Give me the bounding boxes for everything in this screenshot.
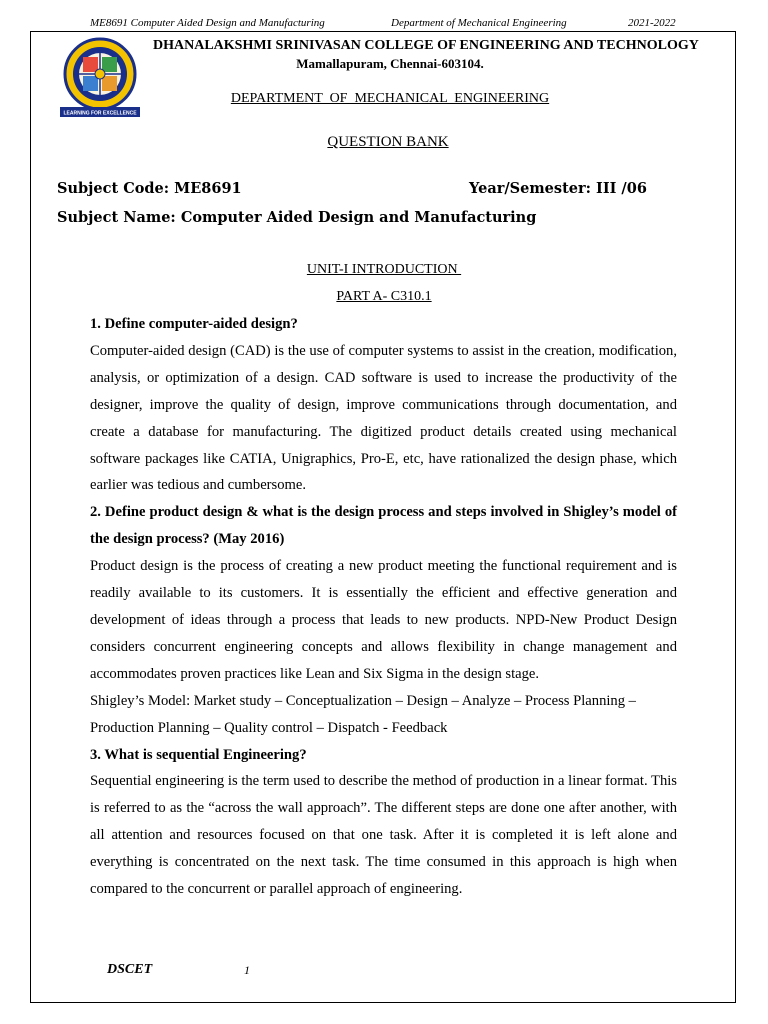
year-semester: Year/Semester: III /06 bbox=[469, 180, 647, 197]
answer-paragraph: Sequential engineering is the term used to describe the method of production in a linear format. This is referred to as the “across the wall approach”. The different steps are done one after another, with all attention and resources focused on that one task. After it is completed it is left alone and everything is concentrated on the next task. The time consumed in this approach is high when compared to the concurrent or parallel approach of engineering. bbox=[90, 773, 677, 898]
question: 1. Define computer-aided design? bbox=[90, 316, 298, 332]
header-academic-year: 2021-2022 bbox=[628, 17, 676, 29]
answer-paragraph: Product design is the process of creating a new product meeting the functional requirement and is readily available to its customers. It is essentially the efficient and effective generation and development of ideas through a process that leads to new products. NPD-New Product Design considers concurrent engineering concepts and allows flexibility in change management and accommodates proven practices like Lean and Six Sigma in the design stage. bbox=[90, 558, 677, 682]
question: 2. Define product design & what is the design process and steps involved in Shigley’s model of the design process? (May 2016) bbox=[90, 504, 677, 548]
part-title-text: PART A- C310.1 bbox=[336, 289, 432, 304]
subject-name: Subject Name: Computer Aided Design and Manufacturing bbox=[57, 209, 537, 226]
answer-paragraph: Computer-aided design (CAD) is the use of computer systems to assist in the creation, modification, analysis, or optimization of a design. CAD software is used to increase the productivity of the designer, improve the quality of design, improve communications through documentation, and create a database for manufacturing. The digitized product details created using mechanical software packages like CATIA, Unigraphics, Pro-E, etc, have rationalized the design phase, which earlier was tedious and cumbersome. bbox=[90, 342, 677, 494]
department-heading bbox=[60, 91, 720, 107]
question-bank-title bbox=[58, 134, 718, 151]
subject-code: Subject Code: ME8691 bbox=[57, 180, 242, 197]
header-department: Department of Mechanical Engineering bbox=[391, 17, 567, 29]
unit-title-text: UNIT-I INTRODUCTION bbox=[306, 262, 462, 277]
header-course-title: ME8691 Computer Aided Design and Manufacturing bbox=[90, 17, 325, 29]
college-name: DHANALAKSHMI SRINIVASAN COLLEGE OF ENGINEERING AND TECHNOLOGY bbox=[153, 38, 699, 53]
college-address: Mamallapuram, Chennai-603104. bbox=[296, 56, 484, 71]
page-number: 1 bbox=[244, 963, 250, 977]
unit-title bbox=[54, 262, 714, 278]
logo-motto: LEARNING FOR EXCELLENCE bbox=[63, 110, 137, 117]
part-title bbox=[54, 289, 714, 305]
department-heading-text: DEPARTMENT OF MECHANICAL ENGINEERING bbox=[230, 91, 550, 106]
question-answer-section bbox=[90, 311, 677, 903]
question: 3. What is sequential Engineering? bbox=[90, 746, 307, 763]
answer-paragraph: Shigley’s Model: Market study – Conceptualization – Design – Analyze – Process Planning – Production Planning – Quality control – Dispatch - Feedback bbox=[90, 692, 636, 736]
question-bank-title-text: QUESTION BANK bbox=[327, 134, 449, 150]
footer-label: DSCET bbox=[107, 962, 153, 977]
